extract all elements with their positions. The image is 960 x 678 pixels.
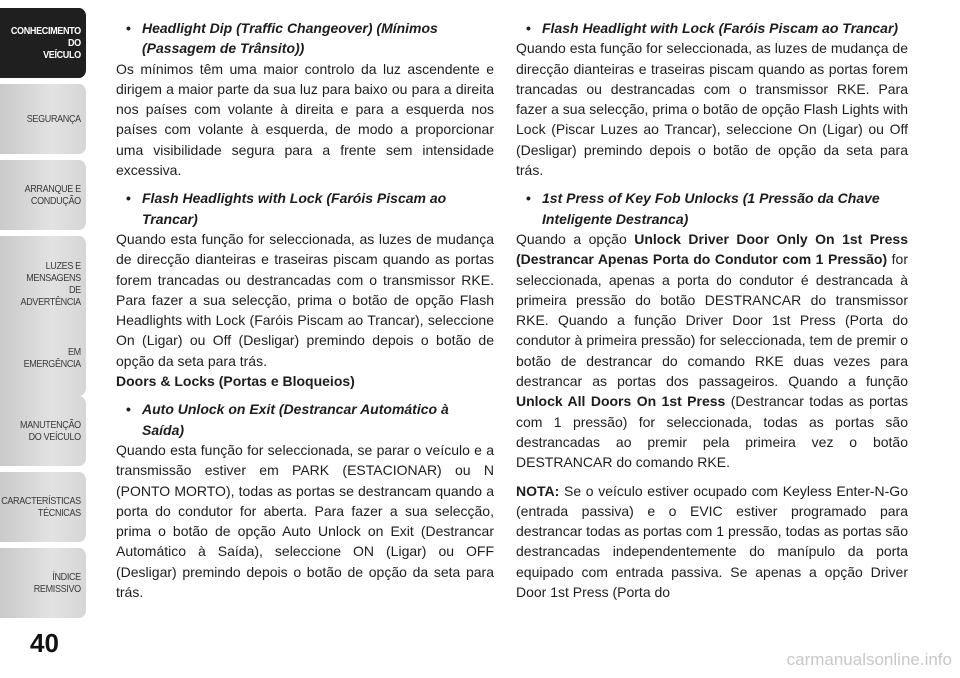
left-column	[116, 18, 494, 602]
tab-label: CARACTERÍSTICAS TÉCNICAS	[1, 495, 81, 519]
paragraph: Quando esta função for seleccionada, se parar o veículo e a transmissão estiver em PARK (ESTACIONAR) ou N (PONTO MORTO), todas as portas se destrancam quando a porta do condutor for aberta. Para fazer a sua selecção, prima o botão de opção Auto Unlock on Exit (Destrancar Automático à Saída), seleccione ON (Ligar) ou OFF (Desligar) premindo depois o botão de opção da seta para trás.	[116, 441, 494, 601]
bullet-icon: •	[526, 190, 531, 207]
tab-label: MANUTENÇÃO DO VEÍCULO	[20, 419, 81, 443]
paragraph: Os mínimos têm uma maior controlo da luz ascendente e dirigem a maior parte da sua luz para baixo ou para a direita nos países com volante à direita e para a esquerda nos países com volante à esquerda, de modo a proporcionar uma visibilidade segura para a frente sem intensidade excessiva.	[116, 60, 494, 179]
tab-seguranca[interactable]	[0, 84, 86, 154]
option-name: Unlock All Doors On 1st Press	[516, 393, 726, 410]
subheading-flash-headlights	[116, 188, 494, 229]
subheading-text: 1st Press of Key Fob Unlocks (1 Pressão da Chave Inteligente Destranca)	[542, 190, 880, 227]
tab-label: LUZES E MENSAGENS DE ADVERTÊNCIA	[20, 260, 81, 308]
tab-em-emergencia[interactable]	[0, 320, 86, 396]
subheading-flash-headlight-lock	[516, 18, 908, 38]
subheading-first-press	[516, 188, 908, 229]
subheading-headlight-dip	[116, 18, 494, 59]
subheading-auto-unlock	[116, 399, 494, 440]
subheading-text: Headlight Dip (Traffic Changeover) (Mínimos (Passagem de Trânsito))	[142, 20, 438, 57]
tab-luzes-e-mensagens[interactable]	[0, 236, 86, 332]
bullet-icon: •	[526, 20, 531, 36]
chapter-sidebar	[0, 0, 102, 678]
tab-conhecimento-do-veiculo[interactable]	[0, 8, 86, 78]
page-number: 40	[30, 628, 59, 658]
tab-label: ARRANQUE E CONDUÇÃO	[24, 183, 81, 207]
bullet-icon: •	[126, 401, 131, 418]
subheading-text: Flash Headlights with Lock (Faróis Piscam ao Trancar)	[142, 190, 447, 227]
tab-label: EM EMERGÊNCIA	[23, 346, 81, 370]
note-paragraph	[516, 481, 908, 603]
tab-caracteristicas-tecnicas[interactable]	[0, 472, 86, 542]
text-run: for seleccionada, apenas a porta do condutor é destrancada à primeira pressão do botão DESTRANCAR do transmissor RKE. Quando a função Driver Door 1st Press (Porta do condutor à primeira pressão) for seleccionada, tem de premir o botão de destrancar do comando RKE duas vezes para destrancar as portas dos passageiros. Quando a função	[516, 251, 908, 390]
paragraph: Quando esta função for seleccionada, as luzes de mudança de direcção dianteiras e traseiras piscam quando as portas forem trancadas ou destrancadas com o transmissor RKE. Para fazer a sua selecção, prima o botão de opção Flash Headlights with Lock (Faróis Piscam ao Trancar), seleccione On (Ligar) ou Off (Desligar) premindo depois o botão de opção da seta para trás.	[116, 230, 494, 369]
text-run: (Destrancar todas as portas com 1 pressão) for seleccionada, todas as portas são destrancadas ao premir pela primeira vez o botão DESTRANCAR do comando RKE.	[516, 393, 909, 471]
watermark: carmanualsonline.info	[786, 650, 952, 669]
note-text: Se o veículo estiver ocupado com Keyless Enter-N-Go (entrada passiva) e o EVIC estiver programado para destrancar todas as portas com 1 pressão, todas as portas são destrancadas independentemente do manípulo da porta equipado com entrada passiva. Se apenas a opção Driver Door 1st Press (Porta do	[516, 482, 908, 601]
subheading-text: Flash Headlight with Lock (Faróis Piscam ao Trancar)	[542, 20, 899, 36]
tab-arranque-e-conducao[interactable]	[0, 160, 86, 230]
tab-manutencao-do-veiculo[interactable]	[0, 396, 86, 466]
paragraph: Quando esta função for seleccionada, as luzes de mudança de direcção dianteiras e traseiras piscam quando as portas forem trancadas ou destrancadas com o transmissor RKE. Para fazer a sua selecção, prima o botão de opção Flash Lights with Lock (Piscar Luzes ao Trancar), seleccione On (Ligar) ou Off (Desligar) premindo depois o botão de opção da seta para trás.	[516, 40, 908, 179]
tab-label: CONHECIMENTO DO VEÍCULO	[10, 25, 81, 61]
section-title: Doors & Locks (Portas e Bloqueios)	[116, 373, 355, 390]
note-label: NOTA:	[516, 482, 560, 499]
paragraph	[516, 229, 908, 473]
tab-label: SEGURANÇA	[26, 113, 81, 125]
right-column	[516, 18, 908, 602]
bullet-icon: •	[126, 20, 131, 36]
subheading-text: Auto Unlock on Exit (Destrancar Automático à Saída)	[142, 401, 449, 438]
option-name: Unlock Driver Door Only On 1st Press (Destrancar Apenas Porta do Condutor com 1 Pressão)	[516, 230, 908, 268]
bullet-icon: •	[126, 190, 131, 207]
tab-indice-remissivo[interactable]	[0, 548, 86, 618]
tab-label: ÍNDICE REMISSIVO	[33, 571, 81, 595]
text-run: Quando a opção	[516, 230, 635, 247]
